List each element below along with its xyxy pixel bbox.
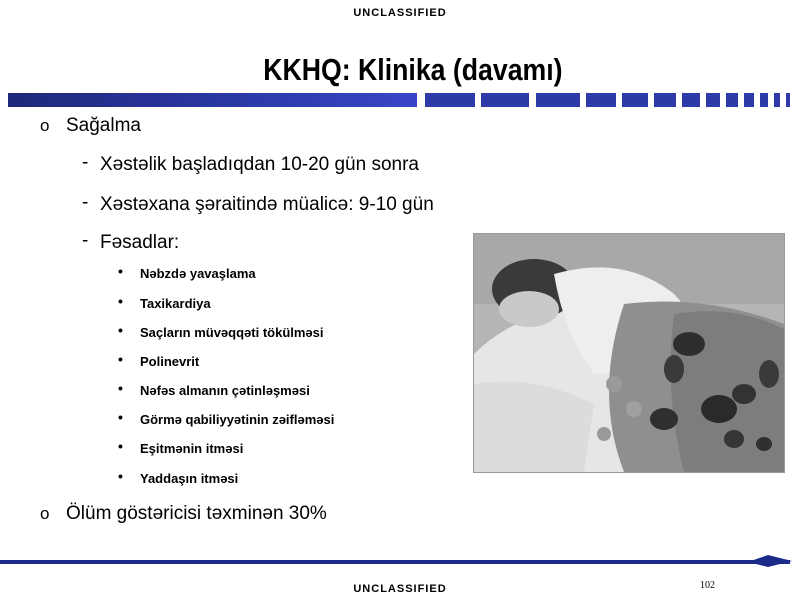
complication-text: Nәbzdә yavaşlama: [140, 266, 256, 281]
clinical-photo: [473, 233, 785, 473]
bar-segment: [786, 93, 790, 107]
bar-segment: [682, 93, 700, 107]
bar-segment: [760, 93, 768, 107]
dot-marker: •: [118, 263, 123, 279]
bullet-marker: o: [40, 116, 50, 135]
footer-line: [0, 560, 790, 564]
dot-marker: •: [118, 293, 123, 309]
footer-arrow-icon: [748, 553, 793, 569]
bar-segment: [586, 93, 616, 107]
dash-marker: -: [82, 152, 89, 173]
complication-text: Polinevrit: [140, 354, 200, 369]
sub-bullet-text: Xәstәxana şәraitindә müalicә: 9-10 gün: [100, 194, 434, 215]
bar-segment: [774, 93, 780, 107]
bar-segment: [536, 93, 580, 107]
dash-marker: -: [82, 230, 89, 251]
dash-marker: -: [82, 192, 89, 213]
dot-marker: •: [118, 409, 123, 425]
bar-segment: [622, 93, 648, 107]
bullet-marker: o: [40, 504, 50, 523]
bar-segment: [481, 93, 529, 107]
bar-main-segment: [8, 93, 417, 107]
bar-segment: [654, 93, 676, 107]
dot-marker: •: [118, 438, 123, 454]
sub-bullet-text: Xәstәlik başladıqdan 10-20 gün sonra: [100, 154, 420, 175]
dot-marker: •: [118, 468, 123, 484]
page-number: 102: [700, 580, 715, 591]
clinical-photo-drawing: [474, 234, 784, 472]
complication-text: Yaddaşın itmәsi: [140, 471, 239, 486]
bar-segment: [706, 93, 720, 107]
bar-segment: [726, 93, 738, 107]
complication-text: Görmә qabiliyyәtinin zәiflәmәsi: [140, 412, 335, 427]
dot-marker: •: [118, 380, 123, 396]
complication-text: Nәfәs almanın çәtinlәşmәsi: [140, 383, 310, 398]
complication-text: Taxikardiya: [140, 296, 211, 311]
bullet-text: Ölüm göstәricisi tәxminәn 30%: [66, 503, 327, 524]
complication-text: Eşitmәnin itmәsi: [140, 441, 244, 456]
slide-title: KKHQ: Klinika (davamı): [263, 52, 563, 87]
bar-segment: [425, 93, 475, 107]
classification-bottom: UNCLASSIFIED: [353, 583, 447, 595]
classification-top: UNCLASSIFIED: [353, 7, 447, 19]
sub-bullet-text: Fәsadlar:: [100, 232, 180, 253]
dot-marker: •: [118, 322, 123, 338]
dot-marker: •: [118, 351, 123, 367]
complication-text: Saçların müvәqqәti tökülmәsi: [140, 325, 324, 340]
bullet-text: Sağalma: [66, 115, 141, 136]
bar-segment: [744, 93, 754, 107]
